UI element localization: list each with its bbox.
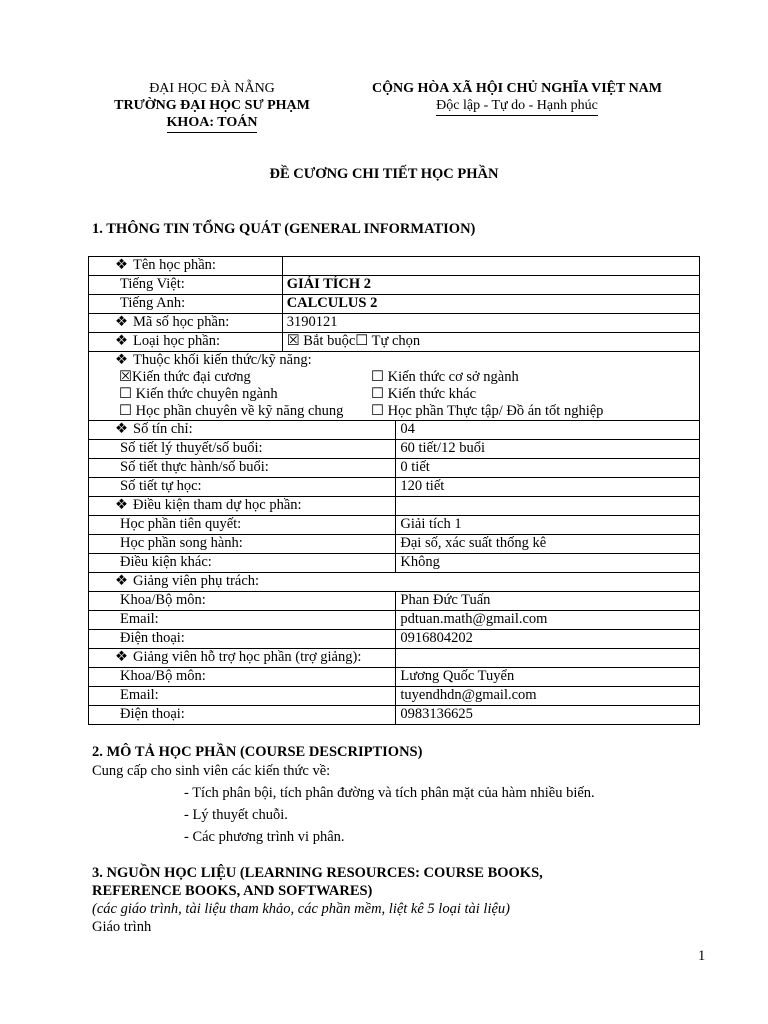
knowledge-block-options [93,369,695,420]
table-row [89,573,700,592]
block-label: Thuộc khối kiến thức/kỹ năng: [133,352,312,368]
credits-label: Số tín chỉ: [133,421,193,437]
motto [350,97,684,116]
description-item: - Tích phân bội, tích phân đường và tích phân mặt của hàm nhiều biến. [184,785,595,801]
eng-name: CALCULUS 2 [282,295,699,314]
coreq-label: Học phần song hành: [89,535,396,554]
table-row [89,668,700,687]
table-row [89,611,700,630]
course-name-cell [89,257,283,276]
credits-value: 04 [396,421,700,440]
university-name: ĐẠI HỌC ĐÀ NẴNG [149,81,275,96]
assistant-dept-label: Khoa/Bộ môn: [89,668,396,687]
bullet-icon: ❖ [115,497,128,513]
table-row [89,295,700,314]
course-code: 3190121 [282,314,699,333]
practice-label: Số tiết thực hành/số buổi: [89,459,396,478]
description-item: - Lý thuyết chuỗi. [184,807,288,823]
empty-cell [396,497,700,516]
other-cond-value: Không [396,554,700,573]
page-number: 1 [698,948,706,964]
theory-value: 60 tiết/12 buổi [396,440,700,459]
credits-cell [89,421,396,440]
table-row [89,630,700,649]
faculty-name [96,114,328,133]
block-option-internship: ☐ Học phần Thực tập/ Đồ án tốt nghiệp [371,403,604,419]
table-row [89,535,700,554]
empty-cell [282,257,699,276]
block-option-general: ☒Kiến thức đại cương [119,369,251,385]
section3-subheading: Giáo trình [92,919,152,935]
conditions-cell [89,497,396,516]
table-row [89,649,700,668]
bullet-icon: ❖ [115,314,128,330]
prereq-label: Học phần tiên quyết: [89,516,396,535]
prereq-value: Giải tích 1 [396,516,700,535]
course-name-label: Tên học phần: [133,257,216,273]
table-row [89,516,700,535]
document-title: ĐỀ CƯƠNG CHI TIẾT HỌC PHẦN [269,166,499,182]
block-option-specialized: ☐ Kiến thức chuyên ngành [119,386,278,402]
table-row [89,687,700,706]
self-study-value: 120 tiết [396,478,700,497]
header-university [96,80,328,133]
other-cond-label: Điều kiện khác: [89,554,396,573]
assistant-label: Giảng viên hỗ trợ học phần (trợ giảng): [133,649,362,665]
lecturer-label: Giảng viên phụ trách: [133,573,260,589]
section3-title-line1: 3. NGUỒN HỌC LIỆU (LEARNING RESOURCES: COURSE BOOKS, [92,865,543,881]
bullet-icon: ❖ [115,333,128,349]
lecturer-phone-label: Điện thoại: [89,630,396,649]
lecturer-name: Phan Đức Tuấn [396,592,700,611]
table-row [89,497,700,516]
lecturer-email-label: Email: [89,611,396,630]
table-row [89,554,700,573]
bullet-icon: ❖ [115,352,128,368]
code-label: Mã số học phần: [133,314,230,330]
general-info-table [88,256,700,725]
description-item: - Các phương trình vi phân. [184,829,345,845]
block-option-base: ☐ Kiến thức cơ sở ngành [371,369,519,385]
assistant-heading-cell [89,649,396,668]
theory-label: Số tiết lý thuyết/số buổi: [89,440,396,459]
block-option-other: ☐ Kiến thức khác [371,386,477,402]
assistant-phone: 0983136625 [396,706,700,725]
assistant-email: tuyendhdn@gmail.com [396,687,700,706]
republic-name: CỘNG HÒA XÃ HỘI CHỦ NGHĨA VIỆT NAM [371,81,662,96]
assistant-email-label: Email: [89,687,396,706]
viet-label: Tiếng Việt: [89,276,283,295]
bullet-icon: ❖ [115,421,128,437]
type-cell [89,333,283,352]
table-row [89,706,700,725]
type-label: Loại học phần: [133,333,220,349]
bullet-icon: ❖ [115,573,128,589]
practice-value: 0 tiết [396,459,700,478]
section3-note: (các giáo trình, tài liệu tham khảo, các phần mềm, liệt kê 5 loại tài liệu) [92,901,510,917]
table-row [89,440,700,459]
table-row [89,478,700,497]
lecturer-email: pdtuan.math@gmail.com [396,611,700,630]
table-row [89,276,700,295]
code-cell [89,314,283,333]
motto-text: Độc lập - Tự do - Hạnh phúc [436,97,598,116]
section1-title: 1. THÔNG TIN TỔNG QUÁT (GENERAL INFORMATION) [92,221,476,237]
viet-name: GIẢI TÍCH 2 [282,276,699,295]
bullet-icon: ❖ [115,649,128,665]
assistant-name: Lương Quốc Tuyển [396,668,700,687]
header-republic [350,80,684,116]
section2-intro: Cung cấp cho sinh viên các kiến thức về: [92,763,331,779]
course-type: ☒ Bắt buộc☐ Tự chọn [282,333,699,352]
coreq-value: Đại số, xác suất thống kê [396,535,700,554]
bullet-icon: ❖ [115,257,128,273]
school-name: TRƯỜNG ĐẠI HỌC SƯ PHẠM [114,98,310,113]
table-row [89,459,700,478]
section3-title-line2: REFERENCE BOOKS, AND SOFTWARES) [92,883,373,899]
table-row [89,352,700,421]
table-row [89,592,700,611]
empty-cell [396,649,700,668]
knowledge-block-cell [89,352,700,421]
table-row [89,421,700,440]
block-option-skills: ☐ Học phần chuyên về kỹ năng chung [119,403,344,419]
knowledge-block-heading [115,352,695,369]
lecturer-dept-label: Khoa/Bộ môn: [89,592,396,611]
table-row [89,257,700,276]
lecturer-phone: 0916804202 [396,630,700,649]
table-row [89,314,700,333]
faculty-label: KHOA: TOÁN [167,114,258,133]
eng-label: Tiếng Anh: [89,295,283,314]
lecturer-heading-cell [89,573,700,592]
self-study-label: Số tiết tự học: [89,478,396,497]
section2-title: 2. MÔ TẢ HỌC PHẦN (COURSE DESCRIPTIONS) [92,744,423,760]
table-row [89,333,700,352]
conditions-label: Điều kiện tham dự học phần: [133,497,302,513]
assistant-phone-label: Điện thoại: [89,706,396,725]
